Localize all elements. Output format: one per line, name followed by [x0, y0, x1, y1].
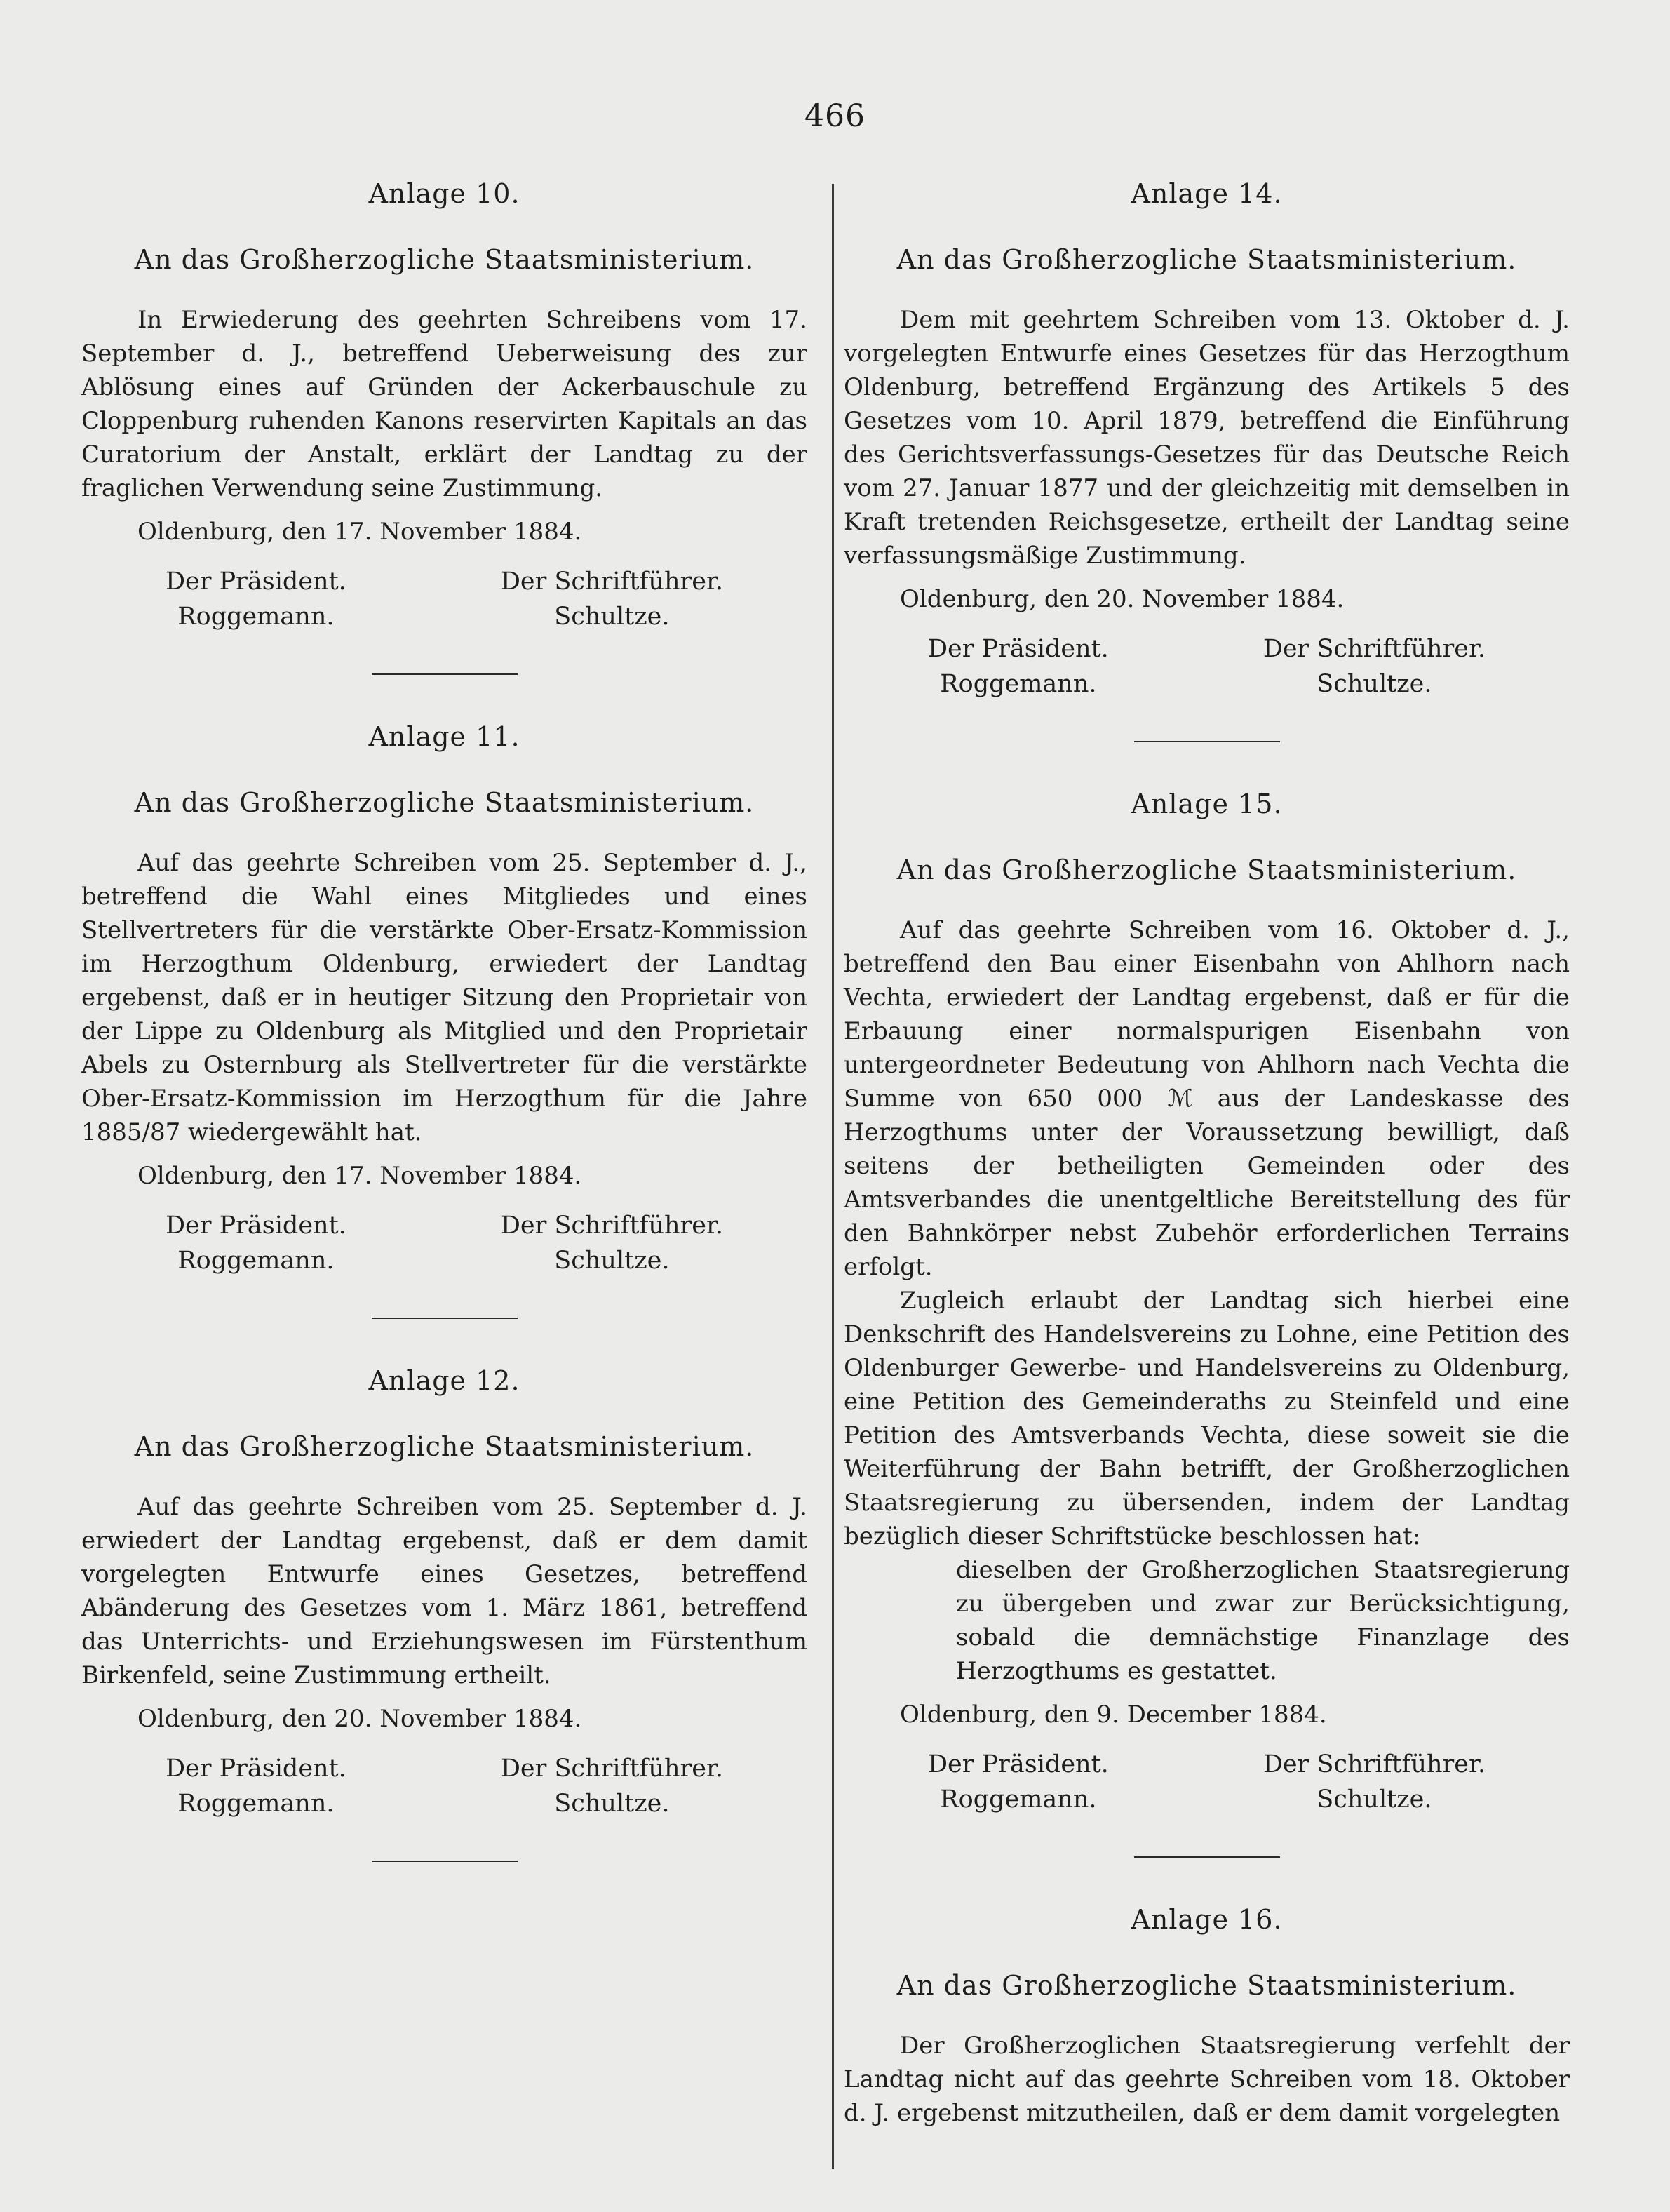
anlage-11-section: [81, 718, 807, 1278]
dateline: Oldenburg, den 20. November 1884.: [900, 585, 1345, 613]
addressee-line: An das Großherzogliche Staatsministerium.: [896, 244, 1517, 275]
secretary-signature: [501, 1751, 723, 1821]
president-signature: [928, 1747, 1109, 1817]
body-paragraph: Auf das geehrte Schreiben vom 25. September d. J. erwiedert der Landtag ergebenst, daß er dem damit vorgelegten Entwurfe eines Gesetzes, betreffend Abänderung des Gesetzes vom 1. März 1861, betreffend das Unterrichts- und Erziehungswesen im Fürstenthum Birkenfeld, seine Zustimmung ertheilt.: [81, 1493, 807, 1689]
president-signature: [166, 1751, 346, 1821]
left-column: [81, 175, 807, 1905]
body-paragraph: In Erwiederung des geehrten Schreibens vom 17. September d. J., betreffend Ueberweisung des zur Ablösung eines auf Gründen der Ackerbauschule zu Cloppenburg ruhenden Kanons reservirten Kapitals an das Curatorium der Anstalt, erklärt der Landtag zu der fraglichen Verwendung seine Zustimmung.: [81, 306, 807, 502]
section-divider: [1134, 1856, 1280, 1858]
anlage-title: Anlage 12.: [368, 1365, 520, 1396]
dateline: Oldenburg, den 9. December 1884.: [900, 1701, 1327, 1729]
signature-block: [81, 564, 807, 634]
dateline: Oldenburg, den 17. November 1884.: [137, 1162, 582, 1190]
secretary-name: Schultze.: [554, 1247, 670, 1275]
section-divider: [1134, 741, 1280, 742]
body-paragraph: Auf das geehrte Schreiben vom 16. Oktober d. J., betreffend den Bau einer Eisenbahn von Ahlhorn nach Vechta, erwiedert der Landtag ergebenst, daß er für die Erbauung einer normalspurigen Eisenbahn von untergeordneter Bedeutung von Ahlhorn nach Vechta die Summe von 650 000 ℳ aus der Landeskasse des Herzogthums unter der Voraussetzung bewilligt, daß seitens der betheiligten Gemeinden oder des Amtsverbandes die unentgeltliche Bereitstellung des für den Bahnkörper nebst Zubehör erforderlichen Terrains erfolgt.: [844, 916, 1570, 1281]
addressee-line: An das Großherzogliche Staatsministerium.: [134, 787, 755, 818]
president-name: Roggemann.: [177, 1247, 335, 1275]
secretary-signature: [1263, 631, 1486, 702]
section-divider: [372, 673, 518, 675]
president-signature: [166, 1208, 346, 1278]
president-title: Der Präsident.: [928, 635, 1109, 663]
secretary-title: Der Schriftführer.: [500, 1755, 723, 1783]
body-paragraph: Der Großherzoglichen Staatsregierung verfehlt der Landtag nicht auf das geehrte Schreiben vom 18. Oktober d. J. ergebenst mitzutheilen, daß er dem damit vorgelegten: [844, 2032, 1570, 2127]
section-divider: [372, 1861, 518, 1862]
president-name: Roggemann.: [940, 1785, 1097, 1814]
addressee-line: An das Großherzogliche Staatsministerium.: [134, 244, 755, 275]
secretary-name: Schultze.: [554, 603, 670, 631]
president-name: Roggemann.: [940, 670, 1097, 698]
president-signature: [928, 631, 1109, 702]
president-title: Der Präsident.: [928, 1750, 1109, 1778]
body-paragraph: Zugleich erlaubt der Landtag sich hierbei eine Denkschrift des Handelsvereins zu Lohne, eine Petition des Oldenburger Gewerbe- und Handelsvereins zu Oldenburg, eine Petition des Gemeinderaths zu Steinfeld und eine Petition des Amtsverbands Vechta, diese soweit sie die Weiterführung der Bahn betrifft, der Großherzoglichen Staatsregierung zu übersenden, indem der Landtag bezüglich dieser Schriftstücke beschlossen hat:: [844, 1287, 1570, 1550]
body-paragraph: Auf das geehrte Schreiben vom 25. September d. J., betreffend die Wahl eines Mitgliedes und eines Stellvertreters für die verstärkte Ober-Ersatz-Kommission im Herzogthum Oldenburg, erwiedert der Landtag ergebenst, daß er in heutiger Sitzung den Proprietair von der Lippe zu Oldenburg als Mitglied und den Proprietair Abels zu Osternburg als Stellvertreter für die verstärkte Ober-Ersatz-Kommission im Herzogthum für die Jahre 1885/87 wiedergewählt hat.: [81, 849, 807, 1146]
secretary-name: Schultze.: [1317, 670, 1432, 698]
anlage-title: Anlage 15.: [1131, 789, 1283, 819]
dateline: Oldenburg, den 17. November 1884.: [137, 518, 582, 546]
signature-block: [81, 1751, 807, 1821]
anlage-10-section: [81, 175, 807, 634]
president-title: Der Präsident.: [166, 1755, 346, 1783]
page-number: 466: [804, 98, 866, 134]
secretary-title: Der Schriftführer.: [1262, 1750, 1486, 1778]
secretary-signature: [501, 564, 723, 634]
secretary-signature: [501, 1208, 723, 1278]
addressee-line: An das Großherzogliche Staatsministerium.: [896, 854, 1517, 885]
anlage-15-section: [844, 786, 1570, 1817]
secretary-name: Schultze.: [1317, 1785, 1432, 1814]
secretary-signature: [1263, 1747, 1486, 1817]
signature-block: [844, 1747, 1570, 1817]
body-paragraph: Dem mit geehrtem Schreiben vom 13. Oktober d. J. vorgelegten Entwurfe eines Gesetzes für das Herzogthum Oldenburg, betreffend Ergänzung des Artikels 5 des Gesetzes vom 10. April 1879, betreffend die Einführung des Gerichtsverfassungs-Gesetzes für das Deutsche Reich vom 27. Januar 1877 und der gleichzeitig mit demselben in Kraft tretenden Reichsgesetze, ertheilt der Landtag seine verfassungsmäßige Zustimmung.: [844, 306, 1570, 570]
anlage-14-section: [844, 175, 1570, 702]
secretary-title: Der Schriftführer.: [500, 568, 723, 596]
anlage-title: Anlage 16.: [1131, 1904, 1283, 1935]
anlage-16-section: [844, 1901, 1570, 2130]
anlage-title: Anlage 11.: [368, 721, 520, 752]
signature-block: [844, 631, 1570, 702]
president-title: Der Präsident.: [166, 1212, 346, 1240]
president-name: Roggemann.: [177, 603, 335, 631]
secretary-name: Schultze.: [554, 1790, 670, 1818]
signature-block: [81, 1208, 807, 1278]
anlage-title: Anlage 10.: [368, 178, 520, 209]
anlage-12-section: [81, 1362, 807, 1821]
column-divider-rule: [832, 184, 834, 2169]
addressee-line: An das Großherzogliche Staatsministerium.: [896, 1970, 1517, 2001]
right-column: [844, 175, 1570, 2130]
secretary-title: Der Schriftführer.: [500, 1212, 723, 1240]
president-name: Roggemann.: [177, 1790, 335, 1818]
secretary-title: Der Schriftführer.: [1262, 635, 1486, 663]
president-title: Der Präsident.: [166, 568, 346, 596]
anlage-title: Anlage 14.: [1131, 178, 1283, 209]
dateline: Oldenburg, den 20. November 1884.: [137, 1705, 582, 1733]
resolution-block-quote: dieselben der Großherzoglichen Staatsregierung zu übergeben und zwar zur Berücksichtigung, sobald die demnächstige Finanzlage des Herzogthums es gestattet.: [956, 1556, 1570, 1685]
addressee-line: An das Großherzogliche Staatsministerium.: [134, 1431, 755, 1462]
section-divider: [372, 1318, 518, 1319]
president-signature: [166, 564, 346, 634]
